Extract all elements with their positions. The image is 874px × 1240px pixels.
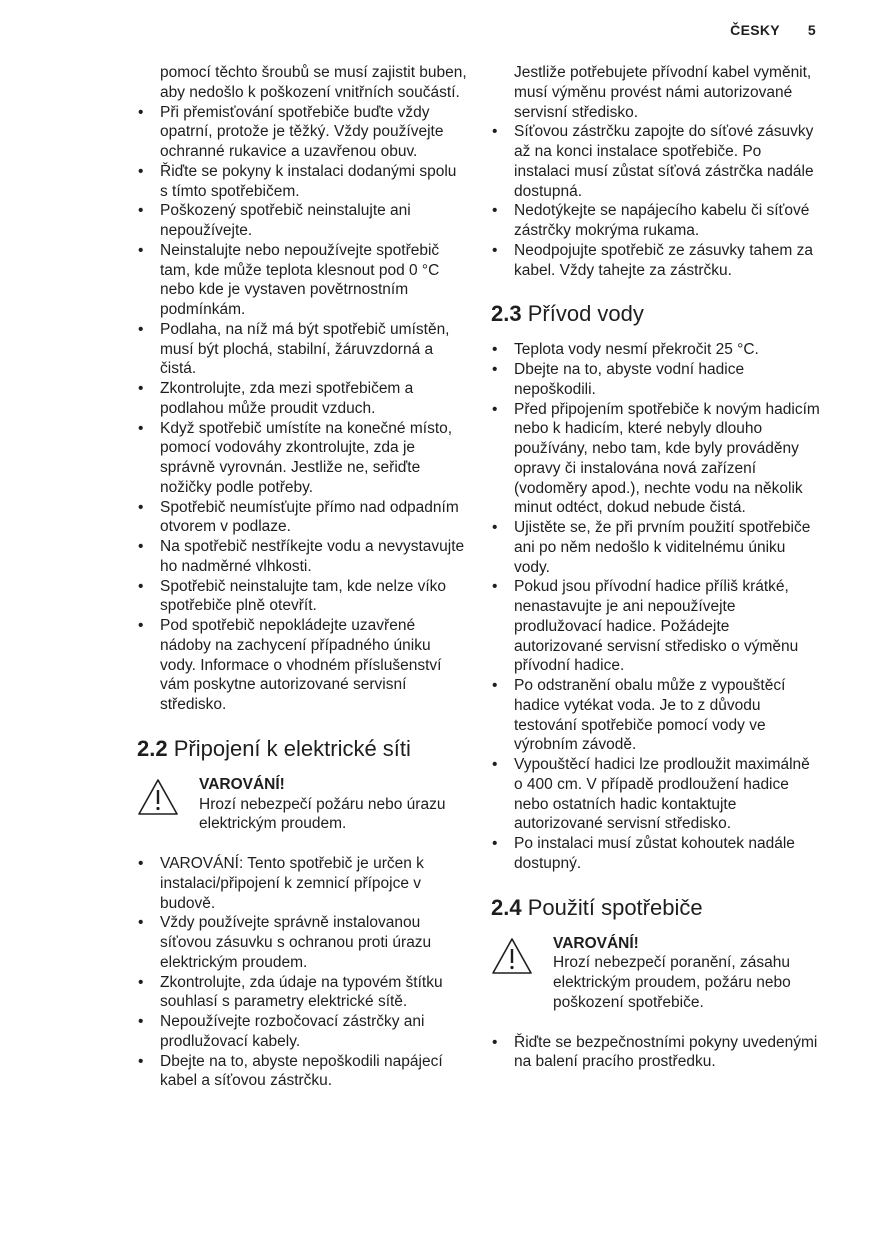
list-item: • Nedotýkejte se napájecího kabelu či síťové zástrčky mokrýma rukama. bbox=[491, 201, 821, 241]
list-item: • Pod spotřebič nepokládejte uzavřené nádoby na zachycení případného úniku vody. Informace o vhodném příslušenství vám poskytne autorizované servisní středisko. bbox=[137, 616, 467, 715]
warning-text bbox=[553, 934, 821, 1013]
warning-text bbox=[199, 775, 467, 834]
list-item: • Řiďte se bezpečnostními pokyny uvedenými na balení pracího prostředku. bbox=[491, 1033, 821, 1073]
section-title: Připojení k elektrické síti bbox=[173, 735, 411, 761]
list-item: • Dbejte na to, abyste vodní hadice nepoškodili. bbox=[491, 360, 821, 400]
warning-body: Hrozí nebezpečí požáru nebo úrazu elektrickým proudem. bbox=[199, 795, 446, 833]
warning-title: VAROVÁNÍ! bbox=[199, 775, 285, 793]
section-title: Použití spotřebiče bbox=[527, 894, 703, 920]
list-item: • Po odstranění obalu může z vypouštěcí hadice vytékat voda. Je to z důvodu testování spotřebiče pomocí vody ve výrobním závodě. bbox=[491, 676, 821, 755]
list-item: • Spotřebič neinstalujte tam, kde nelze víko spotřebiče plně otevřít. bbox=[137, 577, 467, 617]
warning-box bbox=[137, 775, 467, 834]
list-item: • Dbejte na to, abyste nepoškodili napájecí kabel a síťovou zástrčku. bbox=[137, 1052, 467, 1092]
installation-list bbox=[137, 103, 467, 715]
electrical-list bbox=[137, 854, 467, 1091]
section-title: Přívod vody bbox=[527, 301, 644, 327]
list-item: • Když spotřebič umístíte na konečné místo, pomocí vodováhy zkontrolujte, zda je správně vyrovnán. Jestliže ne, seřiďte nožičky podle potřeby. bbox=[137, 419, 467, 498]
list-item: • Síťovou zástrčku zapojte do síťové zásuvky až na konci instalace spotřebiče. Po instalaci musí zůstat síťová zástrčka nadále dostupná. bbox=[491, 122, 821, 201]
list-item: • Poškozený spotřebič neinstalujte ani nepoužívejte. bbox=[137, 201, 467, 241]
list-item: • Zkontrolujte, zda mezi spotřebičem a podlahou může proudit vzduch. bbox=[137, 379, 467, 419]
list-item: • Teplota vody nesmí překročit 25 °C. bbox=[491, 340, 821, 360]
section-heading-2-3 bbox=[491, 301, 821, 327]
list-item: • Vypouštěcí hadici lze prodloužit maximálně o 400 cm. V případě prodloužení hadice nebo ostatních hadic kontaktujte autorizované servisní středisko. bbox=[491, 755, 821, 834]
warning-triangle-icon bbox=[137, 775, 199, 834]
section-heading-2-2 bbox=[137, 736, 467, 762]
section-number: 2.2 bbox=[137, 735, 168, 761]
list-item: • Před připojením spotřebiče k novým hadicím nebo k hadicím, které nebyly dlouho používány, nebo tam, kde byly prováděny opravy či instalována nová zařízení (vodoměry apod.), nechte vodu na několik minut odtéct, dokud nebude čistá. bbox=[491, 400, 821, 519]
warning-triangle-icon bbox=[491, 934, 553, 1013]
section-heading-2-4 bbox=[491, 895, 821, 921]
water-supply-list bbox=[491, 340, 821, 873]
list-item: • Při přemisťování spotřebiče buďte vždy opatrní, protože je těžký. Vždy používejte ochranné rukavice a uzavřenou obuv. bbox=[137, 103, 467, 162]
list-item: • Vždy používejte správně instalovanou síťovou zásuvku s ochranou proti úrazu elektrickým proudem. bbox=[137, 913, 467, 972]
list-item: • Podlaha, na níž má být spotřebič umístěn, musí být plochá, stabilní, žáruvzdorná a čistá. bbox=[137, 320, 467, 379]
continuation-paragraph: Jestliže potřebujete přívodní kabel vyměnit, musí výměnu provést námi autorizované servisní středisko. bbox=[514, 64, 812, 121]
list-item: • Zkontrolujte, zda údaje na typovém štítku souhlasí s parametry elektrické sítě. bbox=[137, 973, 467, 1013]
warning-body: Hrozí nebezpečí poranění, zásahu elektrickým proudem, požáru nebo poškození spotřebiče. bbox=[553, 954, 791, 1011]
list-item: • Ujistěte se, že při prvním použití spotřebiče ani po něm nedošlo k viditelnému úniku vody. bbox=[491, 518, 821, 577]
section-number: 2.3 bbox=[491, 301, 522, 327]
list-item: • Pokud jsou přívodní hadice příliš krátké, nenastavujte je ani nepoužívejte prodlužovací hadice. Požádejte autorizované servisní středisko o výměnu přívodní hadice. bbox=[491, 577, 821, 676]
warning-title: VAROVÁNÍ! bbox=[553, 934, 639, 952]
list-item: • Po instalaci musí zůstat kohoutek nadále dostupný. bbox=[491, 834, 821, 874]
list-item: • Neinstalujte nebo nepoužívejte spotřebič tam, kde může teplota klesnout pod 0 °C nebo kde je vystaven povětrnostním podmínkám. bbox=[137, 241, 467, 320]
right-column bbox=[491, 63, 821, 1072]
language-label: ČESKY bbox=[730, 22, 780, 38]
usage-list bbox=[491, 1033, 821, 1073]
continuation-paragraph: pomocí těchto šroubů se musí zajistit buben, aby nedošlo k poškození vnitřních součástí. bbox=[160, 64, 467, 101]
list-item: • Řiďte se pokyny k instalaci dodanými spolu s tímto spotřebičem. bbox=[137, 162, 467, 202]
page-header bbox=[730, 22, 816, 38]
electrical-list-continued bbox=[491, 122, 821, 280]
warning-box bbox=[491, 934, 821, 1013]
list-item: • VAROVÁNÍ: Tento spotřebič je určen k instalaci/připojení k zemnicí přípojce v budově. bbox=[137, 854, 467, 913]
list-item: • Spotřebič neumísťujte přímo nad odpadním otvorem v podlaze. bbox=[137, 498, 467, 538]
list-item: • Neodpojujte spotřebič ze zásuvky tahem za kabel. Vždy tahejte za zástrčku. bbox=[491, 241, 821, 281]
list-item: • Nepoužívejte rozbočovací zástrčky ani prodlužovací kabely. bbox=[137, 1012, 467, 1052]
list-item: • Na spotřebič nestříkejte vodu a nevystavujte ho nadměrné vlhkosti. bbox=[137, 537, 467, 577]
page-number: 5 bbox=[807, 22, 816, 38]
section-number: 2.4 bbox=[491, 894, 522, 920]
left-column bbox=[137, 63, 467, 1091]
